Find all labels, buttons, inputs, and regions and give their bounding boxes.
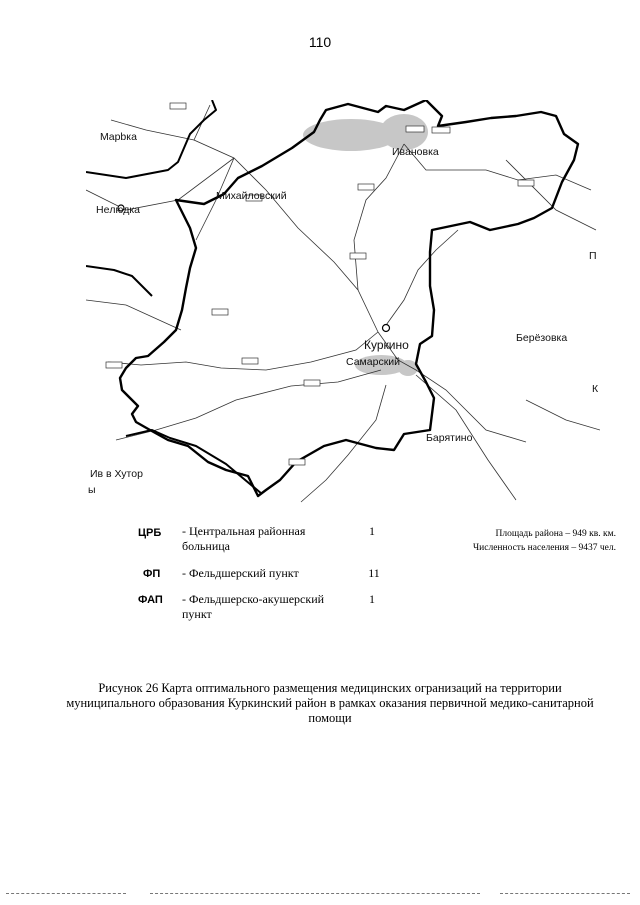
edge-label-bottom-left-2: ы: [88, 484, 96, 496]
neighbor-boundary-left: [86, 266, 152, 296]
district-map-graphic: [86, 100, 600, 510]
legend-desc-line1: - Фельдшерско-акушерский: [182, 592, 325, 606]
edge-label-right-2: К: [592, 383, 599, 395]
legend-desc: [182, 566, 352, 581]
town-label-kurkino: Куркино: [364, 338, 409, 352]
edge-label-right-1: П: [589, 250, 597, 262]
footer-rule-left: [6, 893, 126, 895]
road-network: [86, 105, 600, 502]
caption-line2: муниципального образования Куркинский район в рамках оказания первичной медико-санитарной: [66, 696, 594, 710]
town-label-baryatino: Барятино: [426, 432, 473, 444]
legend-count: 1: [369, 524, 375, 538]
legend-desc-line1: - Центральная районная: [182, 524, 306, 538]
district-map: [86, 100, 600, 510]
legend-desc: [182, 524, 352, 554]
crb-marker: [118, 205, 390, 332]
neighbor-boundary-bottom: [126, 430, 262, 494]
legend-count: 11: [368, 566, 380, 580]
town-label-mikhailovsky: Михайловский: [216, 190, 287, 202]
figure-caption: [60, 681, 600, 726]
edge-label-bottom-left: Ив в Хутор: [90, 468, 143, 480]
legend-abbr: ФП: [143, 568, 161, 580]
facility-markers: [106, 103, 534, 465]
legend-desc-line2: пункт: [182, 607, 212, 621]
stats-population: Численность населения – 9437 чел.: [473, 543, 616, 553]
legend-desc-line2: больница: [182, 539, 230, 553]
legend-count: 1: [369, 592, 375, 606]
legend-abbr: ЦРБ: [138, 527, 162, 539]
legend-desc: [182, 592, 352, 622]
town-label-ivanovka: Ивановка: [392, 146, 439, 158]
caption-line1: Рисунок 26 Карта оптимального размещения медицинских огранизаций на территории: [98, 681, 562, 695]
town-label-samarsky: Самарский: [346, 356, 401, 368]
legend-abbr: ФАП: [138, 594, 163, 606]
footer-rule-right: [500, 893, 630, 895]
district-stats: [426, 527, 616, 555]
caption-line3: помощи: [308, 711, 352, 725]
page-number: 110: [308, 34, 332, 50]
town-label-beryozovka: Берёзовка: [516, 332, 568, 344]
edge-label-left: Нeлюдка: [96, 204, 140, 216]
stats-area: Площадь района – 949 кв. км.: [495, 529, 616, 539]
footer-rule-mid: [150, 893, 480, 895]
edge-label-top-left: Мaрbка: [100, 131, 137, 143]
legend-desc-line1: - Фельдшерский пункт: [182, 566, 299, 580]
